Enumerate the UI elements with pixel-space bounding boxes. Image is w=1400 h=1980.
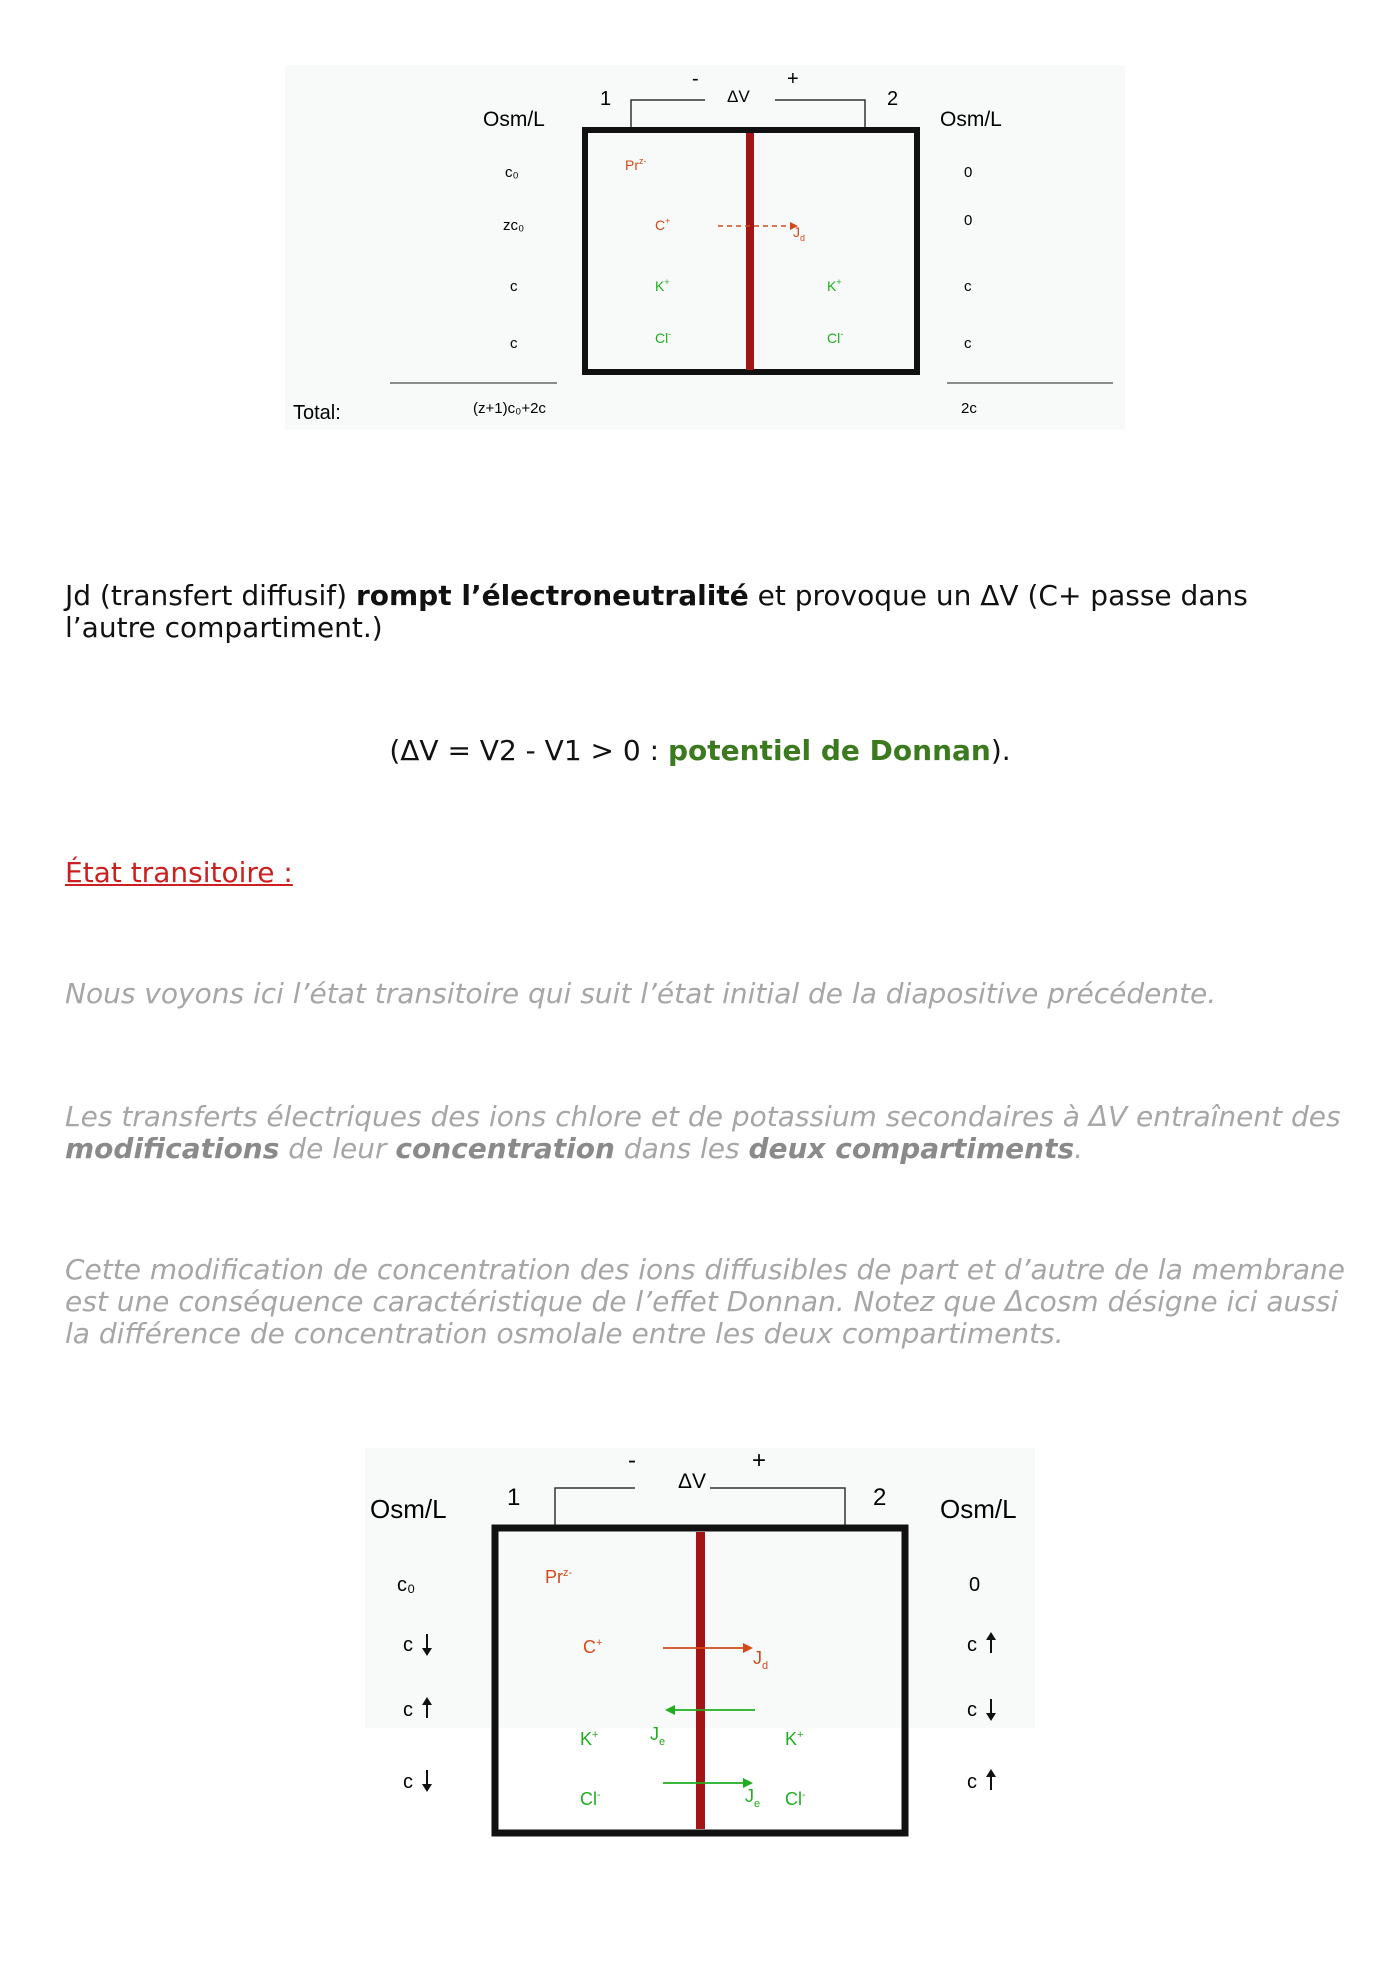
compartment-1-label: 1: [507, 1484, 521, 1511]
delta-v-label: ΔV: [727, 87, 750, 106]
flux-je-label-cl: $J_e$: [745, 1786, 761, 1810]
right-value-2: c: [964, 278, 972, 295]
membrane: [696, 1532, 705, 1829]
paragraph-donnan-potential: [0, 735, 1400, 767]
p1-end: et provoque un ΔV (C+ passe dans l’autre compartiment.): [65, 579, 1248, 644]
heading-transitional-state: État transitoire :: [65, 856, 293, 889]
ion-chloride-left: Cl-: [580, 1789, 601, 1809]
p2-donnan: potentiel de Donnan: [667, 734, 991, 767]
right-value-3: c: [964, 335, 972, 352]
figure-transitional-state: [365, 1448, 1035, 1848]
ion-protein: $Pr^{z-}$: [545, 1567, 573, 1587]
osm-header-right: Osm/L: [940, 108, 1002, 131]
ion-potassium-left: K+: [580, 1729, 599, 1749]
membrane: [746, 133, 754, 370]
paragraph-diffusive-transfer: [65, 580, 1345, 644]
flux-jd-label: $J_d$: [793, 224, 806, 243]
flux-je-label-k: $J_e$: [650, 1724, 666, 1748]
ion-cation: C+: [583, 1637, 603, 1657]
total-left-value: (z+1)c₀+2c: [473, 400, 546, 417]
left-value-1: c: [403, 1634, 413, 1656]
p4-e: .: [1074, 1132, 1084, 1165]
plus-sign: +: [787, 68, 799, 90]
osm-header-left: Osm/L: [483, 108, 545, 131]
ion-cation: C+: [655, 216, 671, 233]
ion-protein: $Pr^{z-}$: [625, 156, 647, 173]
right-value-1: c: [967, 1634, 977, 1656]
right-value-0: 0: [964, 164, 973, 181]
paragraph-electric-transfers: [65, 1101, 1345, 1165]
p4-modifications: modifications: [65, 1132, 280, 1165]
flux-jd-label: $J_d$: [753, 1648, 769, 1672]
left-value-0: c₀: [505, 164, 519, 181]
osm-header-left: Osm/L: [370, 1494, 447, 1524]
arrow-up-icon: [986, 1769, 996, 1790]
figure-initial-state: [285, 65, 1125, 430]
minus-sign: -: [692, 68, 699, 90]
plus-sign: +: [752, 1448, 767, 1474]
arrow-down-icon: [422, 1770, 432, 1792]
p4-a: Les transferts électriques des ions chlore et de potassium secondaires à ΔV entraînent des: [65, 1100, 1341, 1133]
p4-compartments: deux compartiments: [748, 1132, 1075, 1165]
right-value-2: c: [967, 1699, 977, 1721]
delta-v-label: ΔV: [678, 1470, 707, 1493]
paragraph-transitional-intro: Nous voyons ici l’état transitoire qui suit l’état initial de la diapositive précédente.: [65, 977, 1217, 1010]
osm-header-right: Osm/L: [940, 1494, 1017, 1524]
figure-initial-state-svg: [285, 65, 1125, 430]
ion-chloride-right: Cl-: [827, 329, 844, 346]
ion-chloride-right: Cl-: [785, 1789, 806, 1809]
minus-sign: -: [628, 1448, 636, 1474]
left-value-2: c: [403, 1699, 413, 1721]
ion-potassium-right: K+: [785, 1729, 804, 1749]
figure-transitional-state-svg: [365, 1448, 1035, 1848]
right-value-1: 0: [964, 212, 973, 229]
compartment-1-label: 1: [600, 88, 612, 110]
p1-start: Jd (transfert diffusif): [65, 579, 356, 612]
p4-d: dans les: [614, 1132, 749, 1165]
ion-potassium-right: K+: [827, 277, 842, 294]
total-right-value: 2c: [961, 400, 977, 417]
total-label: Total:: [293, 402, 341, 424]
left-value-2: c: [510, 278, 518, 295]
ion-chloride-left: Cl-: [655, 329, 672, 346]
left-value-3: c: [403, 1771, 413, 1793]
p1-bold: rompt l’électroneutralité: [355, 579, 749, 612]
left-value-1: zc₀: [503, 217, 525, 234]
compartment-2-label: 2: [873, 1484, 887, 1511]
paragraph-donnan-effect: Cette modification de concentration des ions diffusibles de part et d’autre de la membrane est une conséquence caractéristique de l’effet Donnan. Notez que Δcosm désigne ici aussi la différence de concentration osmolale entre les deux compartiments.: [65, 1253, 1345, 1350]
p4-c: de leur: [279, 1132, 396, 1165]
p4-concentration: concentration: [395, 1132, 615, 1165]
p2-end: ).: [990, 734, 1011, 767]
p2-start: (ΔV = V2 - V1 > 0 :: [389, 734, 668, 767]
left-value-3: c: [510, 335, 518, 352]
left-value-0: c₀: [397, 1574, 416, 1596]
right-value-0: 0: [969, 1574, 981, 1596]
right-value-3: c: [967, 1771, 977, 1793]
ion-potassium-left: K+: [655, 277, 670, 294]
compartment-2-label: 2: [887, 88, 899, 110]
